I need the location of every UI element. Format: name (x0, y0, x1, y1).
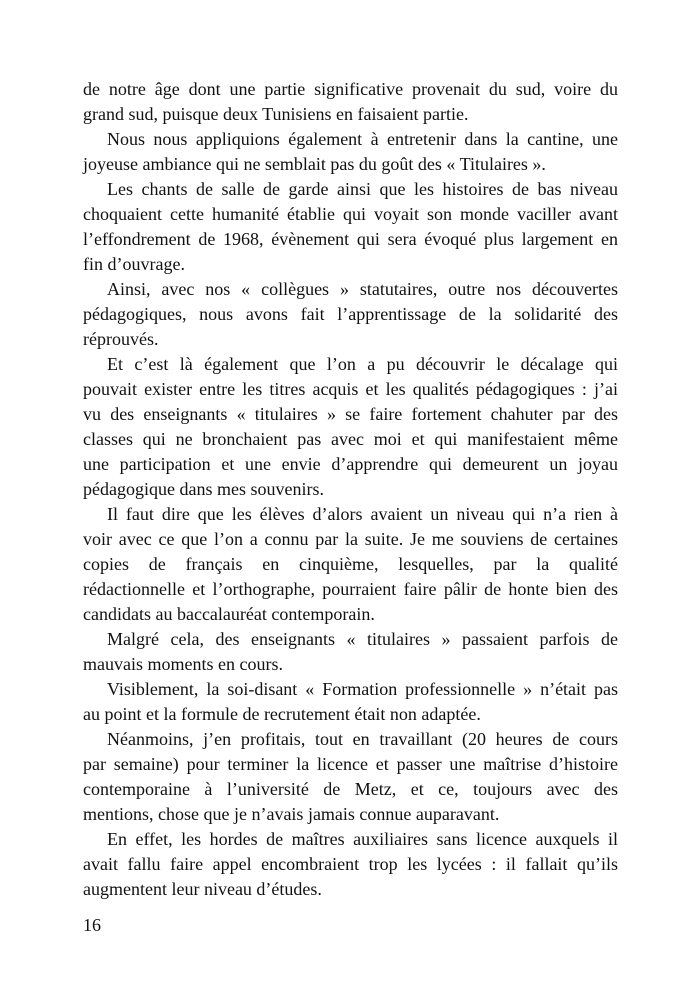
text-line: Visiblement, la soi-disant « Formation professionnelle » n’était pas (107, 679, 618, 699)
text-line: de notre âge dont une partie significative provenait du sud, voire du (83, 79, 618, 99)
text-line: fin d’ouvrage. (83, 254, 185, 274)
text-line: candidats au baccalauréat contemporain. (83, 604, 375, 624)
text-line: rédactionnelle et l’orthographe, pourraient faire pâlir de honte bien des (83, 579, 618, 599)
text-line: au point et la formule de recrutement était non adaptée. (83, 704, 481, 724)
text-line: voir avec ce que l’on a connu par la suite. Je me souviens de certaines (83, 529, 618, 549)
page-number: 16 (83, 915, 101, 935)
paragraph (83, 677, 618, 727)
paragraph (83, 77, 618, 127)
text-line: Malgré cela, des enseignants « titulaires » passaient parfois de (107, 629, 618, 649)
paragraph (83, 127, 618, 177)
text-line: une participation et une envie d’apprendre qui demeurent un joyau (83, 454, 618, 474)
text-line: copies de français en cinquième, lesquelles, par la qualité (83, 554, 618, 574)
text-line: l’effondrement de 1968, évènement qui sera évoqué plus largement en (83, 229, 618, 249)
paragraph (83, 177, 618, 277)
text-line: Il faut dire que les élèves d’alors avaient un niveau qui n’a rien à (107, 504, 618, 524)
text-line: mauvais moments en cours. (83, 654, 283, 674)
text-line: réprouvés. (83, 329, 159, 349)
paragraph (83, 277, 618, 352)
text-line: augmentent leur niveau d’études. (83, 879, 322, 899)
text-line: contemporaine à l’université de Metz, et ce, toujours avec des (83, 779, 618, 799)
paragraph (83, 627, 618, 677)
text-line: avait fallu faire appel encombraient trop les lycées : il fallait qu’ils (83, 854, 618, 874)
body-text (83, 77, 618, 902)
text-line: pédagogique dans mes souvenirs. (83, 479, 324, 499)
text-line: Nous nous appliquions également à entretenir dans la cantine, une (107, 129, 618, 149)
text-line: pouvait exister entre les titres acquis et les qualités pédagogiques : j’ai (83, 379, 618, 399)
text-line: classes qui ne bronchaient pas avec moi et qui manifestaient même (83, 429, 618, 449)
text-line: grand sud, puisque deux Tunisiens en faisaient partie. (83, 104, 469, 124)
text-line: choquaient cette humanité établie qui voyait son monde vaciller avant (83, 204, 618, 224)
paragraph (83, 727, 618, 827)
paragraph (83, 502, 618, 627)
text-line: En effet, les hordes de maîtres auxiliaires sans licence auxquels il (107, 829, 618, 849)
text-line: Les chants de salle de garde ainsi que les histoires de bas niveau (107, 179, 618, 199)
paragraph (83, 827, 618, 902)
text-line: pédagogiques, nous avons fait l’apprentissage de la solidarité des (83, 304, 618, 324)
paragraph (83, 352, 618, 502)
text-line: vu des enseignants « titulaires » se faire fortement chahuter par des (83, 404, 618, 424)
text-line: mentions, chose que je n’avais jamais connue auparavant. (83, 804, 500, 824)
text-line: Néanmoins, j’en profitais, tout en travaillant (20 heures de cours (107, 729, 618, 749)
text-line: Ainsi, avec nos « collègues » statutaires, outre nos découvertes (107, 279, 618, 299)
text-line: Et c’est là également que l’on a pu découvrir le décalage qui (107, 354, 618, 374)
text-line: par semaine) pour terminer la licence et passer une maîtrise d’histoire (83, 754, 618, 774)
text-line: joyeuse ambiance qui ne semblait pas du goût des « Titulaires ». (83, 154, 546, 174)
